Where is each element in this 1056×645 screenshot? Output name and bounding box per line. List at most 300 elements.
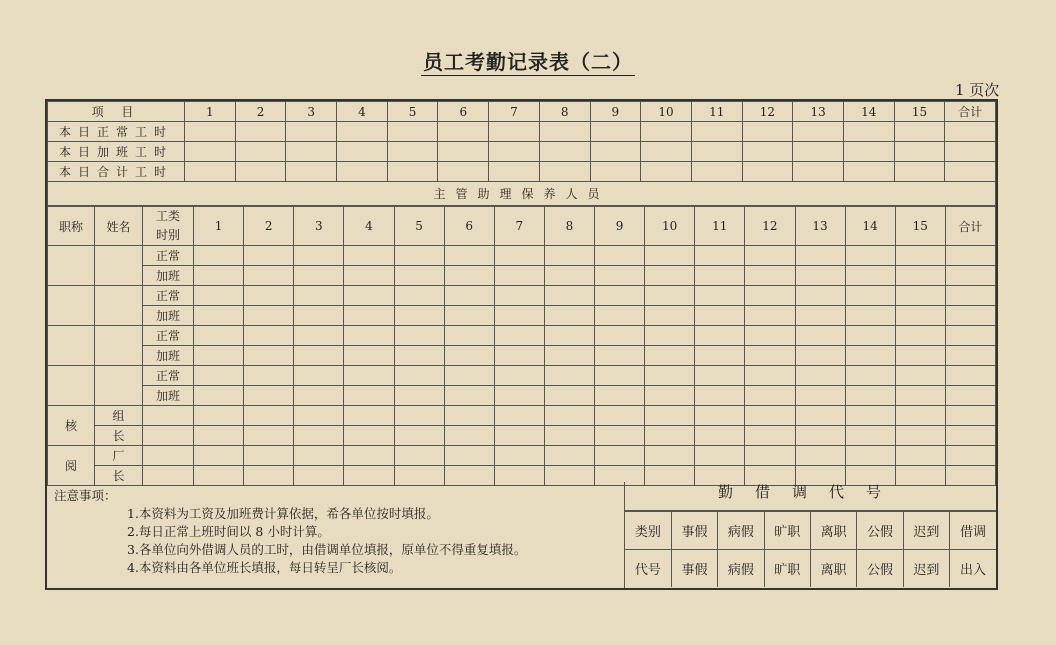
hours-entry-cell[interactable] bbox=[244, 446, 294, 466]
hours-entry-cell[interactable] bbox=[795, 326, 845, 346]
hours-entry-cell[interactable] bbox=[194, 246, 244, 266]
hours-entry-cell[interactable] bbox=[337, 162, 388, 182]
type-col-header-line1: 工类 bbox=[155, 209, 180, 223]
day-header-row bbox=[48, 102, 996, 122]
hours-entry-cell[interactable] bbox=[544, 266, 594, 286]
day-col-header: 5 bbox=[394, 207, 444, 246]
hours-entry-cell[interactable] bbox=[793, 122, 844, 142]
hours-entry-cell[interactable] bbox=[895, 366, 945, 386]
code-cell: 类别 bbox=[625, 512, 671, 550]
day-col-header: 8 bbox=[544, 207, 594, 246]
hours-entry-cell[interactable] bbox=[489, 122, 540, 142]
hours-entry-cell[interactable] bbox=[444, 346, 494, 366]
hours-entry-cell[interactable] bbox=[695, 426, 745, 446]
hours-entry-cell[interactable] bbox=[691, 162, 742, 182]
hours-entry-cell[interactable] bbox=[244, 286, 294, 306]
hours-entry-cell[interactable] bbox=[695, 366, 745, 386]
hours-entry-cell[interactable] bbox=[344, 266, 394, 286]
day-col-header: 11 bbox=[695, 207, 745, 246]
hours-entry-cell[interactable] bbox=[444, 366, 494, 386]
hours-entry-cell[interactable] bbox=[344, 366, 394, 386]
hours-entry-cell[interactable] bbox=[745, 426, 795, 446]
hours-entry-cell[interactable] bbox=[235, 142, 286, 162]
hours-entry-cell[interactable] bbox=[194, 426, 244, 446]
hours-entry-cell[interactable] bbox=[294, 366, 344, 386]
hours-entry-cell[interactable] bbox=[539, 162, 590, 182]
hours-entry-cell[interactable] bbox=[645, 446, 695, 466]
staff-normal-row bbox=[48, 246, 996, 266]
hours-entry-cell[interactable] bbox=[595, 446, 645, 466]
hours-entry-cell[interactable] bbox=[344, 246, 394, 266]
total-hours-row bbox=[48, 162, 996, 182]
hours-entry-cell[interactable] bbox=[795, 286, 845, 306]
work-type-normal: 正常 bbox=[143, 246, 194, 266]
hours-entry-cell[interactable] bbox=[595, 346, 645, 366]
hours-entry-cell[interactable] bbox=[845, 266, 895, 286]
hours-entry-cell[interactable] bbox=[344, 326, 394, 346]
hours-entry-cell[interactable] bbox=[590, 142, 641, 162]
work-type-normal: 正常 bbox=[143, 326, 194, 346]
group-leader-label-1: 组 bbox=[95, 406, 143, 426]
hours-entry-cell[interactable] bbox=[244, 346, 294, 366]
hours-entry-cell[interactable] bbox=[894, 162, 945, 182]
hours-entry-cell[interactable] bbox=[394, 326, 444, 346]
hours-entry-cell[interactable] bbox=[194, 306, 244, 326]
code-cell: 离职 bbox=[811, 512, 857, 550]
hours-entry-cell[interactable] bbox=[793, 162, 844, 182]
hours-entry-cell[interactable] bbox=[294, 386, 344, 406]
hours-entry-cell[interactable] bbox=[544, 326, 594, 346]
hours-entry-cell[interactable] bbox=[494, 426, 544, 446]
day-col-header: 9 bbox=[590, 102, 641, 122]
hours-entry-cell[interactable] bbox=[494, 266, 544, 286]
hours-entry-cell[interactable] bbox=[143, 426, 194, 446]
hours-entry-cell[interactable] bbox=[394, 346, 444, 366]
hours-entry-cell[interactable] bbox=[595, 426, 645, 446]
hours-entry-cell[interactable] bbox=[945, 266, 995, 286]
day-col-header: 4 bbox=[344, 207, 394, 246]
hours-entry-cell[interactable] bbox=[691, 142, 742, 162]
day-col-header: 6 bbox=[444, 207, 494, 246]
hours-entry-cell[interactable] bbox=[244, 246, 294, 266]
hours-entry-cell[interactable] bbox=[294, 286, 344, 306]
hours-entry-cell[interactable] bbox=[194, 266, 244, 286]
code-cell: 公假 bbox=[857, 550, 903, 588]
code-legend-title: 勤借调代号 bbox=[625, 482, 996, 511]
hours-entry-cell[interactable] bbox=[895, 306, 945, 326]
hours-entry-cell[interactable] bbox=[845, 426, 895, 446]
day-col-header: 3 bbox=[286, 102, 337, 122]
hours-entry-cell[interactable] bbox=[438, 122, 489, 142]
hours-entry-cell[interactable] bbox=[544, 386, 594, 406]
hours-entry-cell[interactable] bbox=[286, 162, 337, 182]
hours-entry-cell[interactable] bbox=[843, 142, 894, 162]
hours-entry-cell[interactable] bbox=[845, 366, 895, 386]
hours-entry-cell[interactable] bbox=[444, 306, 494, 326]
hours-entry-cell[interactable] bbox=[344, 446, 394, 466]
row-label: 本日加班工时 bbox=[48, 142, 185, 162]
hours-entry-cell[interactable] bbox=[544, 446, 594, 466]
day-col-header: 15 bbox=[895, 207, 945, 246]
code-cell: 事假 bbox=[671, 512, 717, 550]
hours-entry-cell[interactable] bbox=[691, 122, 742, 142]
hours-entry-cell[interactable] bbox=[645, 406, 695, 426]
hours-entry-cell[interactable] bbox=[294, 246, 344, 266]
hours-entry-cell[interactable] bbox=[795, 306, 845, 326]
hours-entry-cell[interactable] bbox=[394, 246, 444, 266]
hours-entry-cell[interactable] bbox=[945, 162, 996, 182]
item-header: 项 目 bbox=[48, 102, 185, 122]
hours-entry-cell[interactable] bbox=[745, 366, 795, 386]
hours-entry-cell[interactable] bbox=[845, 346, 895, 366]
hours-entry-cell[interactable] bbox=[695, 306, 745, 326]
hours-entry-cell[interactable] bbox=[945, 326, 995, 346]
hours-entry-cell[interactable] bbox=[641, 162, 692, 182]
hours-entry-cell[interactable] bbox=[444, 246, 494, 266]
work-type-normal: 正常 bbox=[143, 286, 194, 306]
hours-entry-cell[interactable] bbox=[544, 366, 594, 386]
hours-entry-cell[interactable] bbox=[894, 142, 945, 162]
work-type-normal: 正常 bbox=[143, 366, 194, 386]
work-type-overtime: 加班 bbox=[143, 306, 194, 326]
hours-entry-cell[interactable] bbox=[845, 446, 895, 466]
hours-entry-cell[interactable] bbox=[945, 406, 995, 426]
hours-entry-cell[interactable] bbox=[795, 346, 845, 366]
staff-overtime-row bbox=[48, 266, 996, 286]
hours-entry-cell[interactable] bbox=[344, 306, 394, 326]
review-row bbox=[48, 406, 996, 426]
hours-entry-cell[interactable] bbox=[394, 286, 444, 306]
hours-entry-cell[interactable] bbox=[845, 306, 895, 326]
hours-entry-cell[interactable] bbox=[843, 162, 894, 182]
hours-entry-cell[interactable] bbox=[895, 426, 945, 446]
hours-entry-cell[interactable] bbox=[645, 306, 695, 326]
hours-entry-cell[interactable] bbox=[494, 346, 544, 366]
day-col-header: 14 bbox=[845, 207, 895, 246]
hours-entry-cell[interactable] bbox=[394, 406, 444, 426]
hours-entry-cell[interactable] bbox=[194, 366, 244, 386]
hours-entry-cell[interactable] bbox=[945, 306, 995, 326]
hours-entry-cell[interactable] bbox=[494, 386, 544, 406]
hours-entry-cell[interactable] bbox=[645, 286, 695, 306]
hours-entry-cell[interactable] bbox=[795, 386, 845, 406]
hours-entry-cell[interactable] bbox=[394, 366, 444, 386]
hours-entry-cell[interactable] bbox=[444, 386, 494, 406]
hours-entry-cell[interactable] bbox=[945, 142, 996, 162]
hours-entry-cell[interactable] bbox=[387, 122, 438, 142]
hours-entry-cell[interactable] bbox=[244, 426, 294, 446]
staff-title-cell bbox=[48, 246, 95, 286]
hours-entry-cell[interactable] bbox=[244, 266, 294, 286]
hours-entry-cell[interactable] bbox=[143, 406, 194, 426]
code-cell: 迟到 bbox=[903, 550, 949, 588]
hours-entry-cell[interactable] bbox=[745, 406, 795, 426]
hours-entry-cell[interactable] bbox=[444, 266, 494, 286]
day-col-header: 6 bbox=[438, 102, 489, 122]
hours-entry-cell[interactable] bbox=[843, 122, 894, 142]
hours-entry-cell[interactable] bbox=[645, 266, 695, 286]
work-type-overtime: 加班 bbox=[143, 386, 194, 406]
hours-entry-cell[interactable] bbox=[745, 266, 795, 286]
hours-entry-cell[interactable] bbox=[244, 366, 294, 386]
hours-entry-cell[interactable] bbox=[494, 286, 544, 306]
hours-entry-cell[interactable] bbox=[742, 122, 793, 142]
daily-hours-table bbox=[47, 101, 996, 206]
hours-entry-cell[interactable] bbox=[438, 162, 489, 182]
hours-entry-cell[interactable] bbox=[745, 286, 795, 306]
hours-entry-cell[interactable] bbox=[745, 246, 795, 266]
hours-entry-cell[interactable] bbox=[845, 406, 895, 426]
hours-entry-cell[interactable] bbox=[595, 386, 645, 406]
hours-entry-cell[interactable] bbox=[494, 406, 544, 426]
hours-entry-cell[interactable] bbox=[845, 286, 895, 306]
hours-entry-cell[interactable] bbox=[235, 122, 286, 142]
hours-entry-cell[interactable] bbox=[945, 386, 995, 406]
hours-entry-cell[interactable] bbox=[444, 426, 494, 446]
hours-entry-cell[interactable] bbox=[595, 406, 645, 426]
hours-entry-cell[interactable] bbox=[194, 446, 244, 466]
hours-entry-cell[interactable] bbox=[539, 142, 590, 162]
code-cell: 事假 bbox=[671, 550, 717, 588]
code-value-row bbox=[625, 550, 996, 588]
hours-entry-cell[interactable] bbox=[143, 446, 194, 466]
staff-title-cell bbox=[48, 326, 95, 366]
hours-entry-cell[interactable] bbox=[387, 162, 438, 182]
hours-entry-cell[interactable] bbox=[895, 286, 945, 306]
hours-entry-cell[interactable] bbox=[185, 162, 236, 182]
hours-entry-cell[interactable] bbox=[595, 306, 645, 326]
note-item: 3.各单位向外借调人员的工时，由借调单位填报，原单位不得重复填报。 bbox=[127, 542, 527, 557]
hours-entry-cell[interactable] bbox=[244, 406, 294, 426]
hours-entry-cell[interactable] bbox=[595, 246, 645, 266]
hours-entry-cell[interactable] bbox=[645, 346, 695, 366]
hours-entry-cell[interactable] bbox=[544, 406, 594, 426]
hours-entry-cell[interactable] bbox=[444, 286, 494, 306]
notes-box bbox=[47, 482, 625, 588]
day-col-header: 15 bbox=[894, 102, 945, 122]
hours-entry-cell[interactable] bbox=[337, 142, 388, 162]
hours-entry-cell[interactable] bbox=[489, 142, 540, 162]
hours-entry-cell[interactable] bbox=[244, 326, 294, 346]
type-col-header-line2: 时别 bbox=[155, 228, 180, 242]
normal-hours-row bbox=[48, 122, 996, 142]
hours-entry-cell[interactable] bbox=[494, 326, 544, 346]
hours-entry-cell[interactable] bbox=[895, 446, 945, 466]
hours-entry-cell[interactable] bbox=[194, 326, 244, 346]
hours-entry-cell[interactable] bbox=[695, 266, 745, 286]
hours-entry-cell[interactable] bbox=[695, 346, 745, 366]
code-category-row bbox=[625, 512, 996, 550]
hours-entry-cell[interactable] bbox=[544, 246, 594, 266]
hours-entry-cell[interactable] bbox=[695, 386, 745, 406]
code-cell: 病假 bbox=[718, 550, 764, 588]
hours-entry-cell[interactable] bbox=[294, 306, 344, 326]
hours-entry-cell[interactable] bbox=[641, 122, 692, 142]
hours-entry-cell[interactable] bbox=[394, 266, 444, 286]
hours-entry-cell[interactable] bbox=[945, 246, 995, 266]
hours-entry-cell[interactable] bbox=[344, 426, 394, 446]
hours-entry-cell[interactable] bbox=[539, 122, 590, 142]
hours-entry-cell[interactable] bbox=[544, 306, 594, 326]
hours-entry-cell[interactable] bbox=[894, 122, 945, 142]
hours-entry-cell[interactable] bbox=[494, 306, 544, 326]
hours-entry-cell[interactable] bbox=[544, 286, 594, 306]
hours-entry-cell[interactable] bbox=[194, 386, 244, 406]
hours-entry-cell[interactable] bbox=[590, 122, 641, 142]
staff-normal-row bbox=[48, 366, 996, 386]
hours-entry-cell[interactable] bbox=[438, 142, 489, 162]
code-cell: 出入 bbox=[950, 550, 996, 588]
hours-entry-cell[interactable] bbox=[745, 346, 795, 366]
hours-entry-cell[interactable] bbox=[294, 346, 344, 366]
hours-entry-cell[interactable] bbox=[595, 286, 645, 306]
hours-entry-cell[interactable] bbox=[945, 286, 995, 306]
hours-entry-cell[interactable] bbox=[945, 426, 995, 446]
hours-entry-cell[interactable] bbox=[695, 446, 745, 466]
hours-entry-cell[interactable] bbox=[444, 446, 494, 466]
hours-entry-cell[interactable] bbox=[795, 366, 845, 386]
code-cell: 旷职 bbox=[764, 550, 810, 588]
day-col-header: 13 bbox=[793, 102, 844, 122]
hours-entry-cell[interactable] bbox=[795, 426, 845, 446]
hours-entry-cell[interactable] bbox=[494, 246, 544, 266]
hours-entry-cell[interactable] bbox=[444, 406, 494, 426]
hours-entry-cell[interactable] bbox=[235, 162, 286, 182]
hours-entry-cell[interactable] bbox=[194, 286, 244, 306]
hours-entry-cell[interactable] bbox=[795, 266, 845, 286]
day-col-header: 2 bbox=[244, 207, 294, 246]
code-cell: 旷职 bbox=[764, 512, 810, 550]
hours-entry-cell[interactable] bbox=[344, 386, 394, 406]
code-cell: 公假 bbox=[857, 512, 903, 550]
hours-entry-cell[interactable] bbox=[344, 406, 394, 426]
hours-entry-cell[interactable] bbox=[695, 246, 745, 266]
hours-entry-cell[interactable] bbox=[489, 162, 540, 182]
staff-name-cell bbox=[95, 366, 143, 406]
staff-normal-row bbox=[48, 286, 996, 306]
hours-entry-cell[interactable] bbox=[344, 286, 394, 306]
hours-entry-cell[interactable] bbox=[387, 142, 438, 162]
hours-entry-cell[interactable] bbox=[945, 346, 995, 366]
hours-entry-cell[interactable] bbox=[895, 246, 945, 266]
hours-entry-cell[interactable] bbox=[945, 366, 995, 386]
hours-entry-cell[interactable] bbox=[294, 326, 344, 346]
hours-entry-cell[interactable] bbox=[742, 142, 793, 162]
hours-entry-cell[interactable] bbox=[793, 142, 844, 162]
hours-entry-cell[interactable] bbox=[244, 306, 294, 326]
hours-entry-cell[interactable] bbox=[286, 142, 337, 162]
hours-entry-cell[interactable] bbox=[337, 122, 388, 142]
hours-entry-cell[interactable] bbox=[945, 122, 996, 142]
row-label: 本日正常工时 bbox=[48, 122, 185, 142]
hours-entry-cell[interactable] bbox=[244, 386, 294, 406]
hours-entry-cell[interactable] bbox=[745, 386, 795, 406]
review-label-1: 核 bbox=[48, 406, 95, 446]
hours-entry-cell[interactable] bbox=[590, 162, 641, 182]
hours-entry-cell[interactable] bbox=[641, 142, 692, 162]
hours-entry-cell[interactable] bbox=[745, 306, 795, 326]
review-row bbox=[48, 446, 996, 466]
hours-entry-cell[interactable] bbox=[294, 406, 344, 426]
hours-entry-cell[interactable] bbox=[194, 346, 244, 366]
name-col-header: 姓名 bbox=[95, 207, 143, 246]
hours-entry-cell[interactable] bbox=[795, 446, 845, 466]
day-col-header: 5 bbox=[387, 102, 438, 122]
hours-entry-cell[interactable] bbox=[494, 446, 544, 466]
day-col-header: 10 bbox=[645, 207, 695, 246]
hours-entry-cell[interactable] bbox=[544, 426, 594, 446]
hours-entry-cell[interactable] bbox=[494, 366, 544, 386]
staff-normal-row bbox=[48, 326, 996, 346]
total-col-header: 合计 bbox=[945, 207, 995, 246]
code-table bbox=[625, 511, 996, 587]
hours-entry-cell[interactable] bbox=[745, 326, 795, 346]
hours-entry-cell[interactable] bbox=[695, 406, 745, 426]
day-col-header: 14 bbox=[843, 102, 894, 122]
hours-entry-cell[interactable] bbox=[645, 386, 695, 406]
hours-entry-cell[interactable] bbox=[945, 446, 995, 466]
hours-entry-cell[interactable] bbox=[344, 346, 394, 366]
hours-entry-cell[interactable] bbox=[645, 326, 695, 346]
staff-header-row bbox=[48, 207, 996, 246]
hours-entry-cell[interactable] bbox=[645, 246, 695, 266]
hours-entry-cell[interactable] bbox=[795, 246, 845, 266]
day-col-header: 7 bbox=[489, 102, 540, 122]
hours-entry-cell[interactable] bbox=[845, 386, 895, 406]
day-col-header: 9 bbox=[595, 207, 645, 246]
staff-title-cell bbox=[48, 286, 95, 326]
hours-entry-cell[interactable] bbox=[895, 346, 945, 366]
hours-entry-cell[interactable] bbox=[544, 346, 594, 366]
hours-entry-cell[interactable] bbox=[294, 426, 344, 446]
hours-entry-cell[interactable] bbox=[845, 246, 895, 266]
hours-entry-cell[interactable] bbox=[795, 406, 845, 426]
total-col-header: 合计 bbox=[945, 102, 996, 122]
hours-entry-cell[interactable] bbox=[595, 326, 645, 346]
hours-entry-cell[interactable] bbox=[286, 122, 337, 142]
hours-entry-cell[interactable] bbox=[185, 142, 236, 162]
hours-entry-cell[interactable] bbox=[394, 426, 444, 446]
hours-entry-cell[interactable] bbox=[745, 446, 795, 466]
staff-name-cell bbox=[95, 246, 143, 286]
hours-entry-cell[interactable] bbox=[645, 426, 695, 446]
hours-entry-cell[interactable] bbox=[695, 286, 745, 306]
hours-entry-cell[interactable] bbox=[845, 326, 895, 346]
hours-entry-cell[interactable] bbox=[895, 386, 945, 406]
hours-entry-cell[interactable] bbox=[294, 266, 344, 286]
hours-entry-cell[interactable] bbox=[742, 162, 793, 182]
hours-entry-cell[interactable] bbox=[294, 446, 344, 466]
hours-entry-cell[interactable] bbox=[695, 326, 745, 346]
day-col-header: 12 bbox=[742, 102, 793, 122]
hours-entry-cell[interactable] bbox=[394, 446, 444, 466]
hours-entry-cell[interactable] bbox=[444, 326, 494, 346]
hours-entry-cell[interactable] bbox=[645, 366, 695, 386]
hours-entry-cell[interactable] bbox=[895, 326, 945, 346]
hours-entry-cell[interactable] bbox=[895, 266, 945, 286]
code-cell: 病假 bbox=[718, 512, 764, 550]
hours-entry-cell[interactable] bbox=[194, 406, 244, 426]
hours-entry-cell[interactable] bbox=[394, 306, 444, 326]
hours-entry-cell[interactable] bbox=[185, 122, 236, 142]
attendance-sheet bbox=[45, 99, 998, 590]
hours-entry-cell[interactable] bbox=[595, 266, 645, 286]
hours-entry-cell[interactable] bbox=[595, 366, 645, 386]
hours-entry-cell[interactable] bbox=[394, 386, 444, 406]
day-col-header: 3 bbox=[294, 207, 344, 246]
overtime-hours-row bbox=[48, 142, 996, 162]
hours-entry-cell[interactable] bbox=[895, 406, 945, 426]
